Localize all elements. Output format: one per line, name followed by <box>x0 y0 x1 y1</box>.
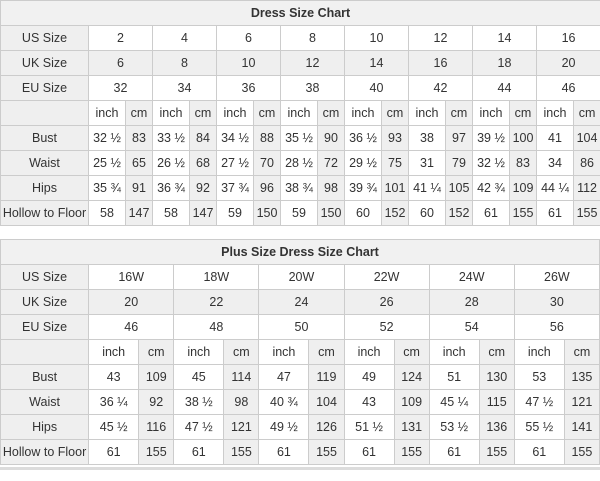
table-title: Dress Size Chart <box>1 1 600 26</box>
measurement-cm-value: 155 <box>139 440 174 465</box>
measurement-cm-value: 88 <box>254 126 281 151</box>
measurement-inch-value: 42 ¾ <box>473 176 510 201</box>
size-row <box>1 51 600 76</box>
measurement-row <box>1 390 600 415</box>
size-value: 22W <box>344 265 429 290</box>
unit-label-inch: inch <box>473 101 510 126</box>
measurement-inch-value: 61 <box>429 440 479 465</box>
size-value: 12 <box>281 51 345 76</box>
table-title-row <box>1 240 600 265</box>
unit-label-cm: cm <box>564 340 599 365</box>
measurement-cm-value: 79 <box>446 151 473 176</box>
measurement-inch-value: 59 <box>281 201 318 226</box>
measurement-cm-value: 75 <box>382 151 409 176</box>
measurement-inch-value: 36 ½ <box>345 126 382 151</box>
measurement-inch-value: 31 <box>409 151 446 176</box>
measurement-inch-value: 39 ¾ <box>345 176 382 201</box>
measurement-inch-value: 51 <box>429 365 479 390</box>
measurement-cm-value: 104 <box>309 390 344 415</box>
measurement-inch-value: 27 ½ <box>217 151 254 176</box>
size-value: 4 <box>153 26 217 51</box>
measurement-cm-value: 93 <box>382 126 409 151</box>
measurement-inch-value: 61 <box>514 440 564 465</box>
measurement-cm-value: 84 <box>190 126 217 151</box>
measurement-inch-value: 39 ½ <box>473 126 510 151</box>
size-value: 14 <box>345 51 409 76</box>
measurement-cm-value: 92 <box>139 390 174 415</box>
size-value: 46 <box>537 76 600 101</box>
measurement-cm-value: 115 <box>479 390 514 415</box>
measurement-inch-value: 35 ¾ <box>89 176 126 201</box>
plus-size-dress-size-chart-table <box>0 239 600 465</box>
size-value: 14 <box>473 26 537 51</box>
size-value: 38 <box>281 76 345 101</box>
measurement-cm-value: 98 <box>318 176 345 201</box>
measurement-inch-value: 51 ½ <box>344 415 394 440</box>
row-label: Hollow to Floor <box>1 201 89 226</box>
measurement-cm-value: 90 <box>318 126 345 151</box>
measurement-row <box>1 126 600 151</box>
row-label: US Size <box>1 265 89 290</box>
size-value: 50 <box>259 315 344 340</box>
size-value: 40 <box>345 76 409 101</box>
measurement-inch-value: 53 <box>514 365 564 390</box>
size-value: 28 <box>429 290 514 315</box>
size-value: 26W <box>514 265 599 290</box>
unit-label-inch: inch <box>409 101 446 126</box>
measurement-inch-value: 37 ¾ <box>217 176 254 201</box>
row-label: Waist <box>1 390 89 415</box>
measurement-inch-value: 28 ½ <box>281 151 318 176</box>
unit-label-cm: cm <box>382 101 409 126</box>
measurement-cm-value: 136 <box>479 415 514 440</box>
measurement-cm-value: 100 <box>510 126 537 151</box>
size-row <box>1 265 600 290</box>
unit-label-cm: cm <box>126 101 153 126</box>
size-value: 36 <box>217 76 281 101</box>
row-label: UK Size <box>1 51 89 76</box>
measurement-inch-value: 59 <box>217 201 254 226</box>
measurement-inch-value: 61 <box>537 201 574 226</box>
size-value: 18 <box>473 51 537 76</box>
measurement-inch-value: 47 <box>259 365 309 390</box>
unit-header-row <box>1 101 600 126</box>
measurement-cm-value: 97 <box>446 126 473 151</box>
size-value: 10 <box>345 26 409 51</box>
size-value: 56 <box>514 315 599 340</box>
table-title: Plus Size Dress Size Chart <box>1 240 600 265</box>
measurement-inch-value: 53 ½ <box>429 415 479 440</box>
unit-label-inch: inch <box>429 340 479 365</box>
measurement-inch-value: 45 <box>174 365 224 390</box>
measurement-cm-value: 72 <box>318 151 345 176</box>
size-value: 32 <box>89 76 153 101</box>
size-row <box>1 76 600 101</box>
measurement-inch-value: 32 ½ <box>473 151 510 176</box>
measurement-inch-value: 38 ¾ <box>281 176 318 201</box>
measurement-cm-value: 155 <box>309 440 344 465</box>
size-value: 48 <box>174 315 259 340</box>
measurement-inch-value: 36 ¼ <box>89 390 139 415</box>
unit-label-inch: inch <box>217 101 254 126</box>
unit-label-cm: cm <box>574 101 600 126</box>
row-label: UK Size <box>1 290 89 315</box>
measurement-cm-value: 112 <box>574 176 600 201</box>
measurement-cm-value: 116 <box>139 415 174 440</box>
measurement-inch-value: 60 <box>409 201 446 226</box>
measurement-cm-value: 152 <box>382 201 409 226</box>
unit-label-cm: cm <box>510 101 537 126</box>
measurement-row <box>1 440 600 465</box>
measurement-inch-value: 49 ½ <box>259 415 309 440</box>
measurement-row <box>1 365 600 390</box>
unit-label-cm: cm <box>190 101 217 126</box>
measurement-cm-value: 126 <box>309 415 344 440</box>
size-value: 16 <box>409 51 473 76</box>
size-row <box>1 26 600 51</box>
measurement-cm-value: 109 <box>394 390 429 415</box>
size-value: 12 <box>409 26 473 51</box>
measurement-cm-value: 83 <box>510 151 537 176</box>
measurement-inch-value: 45 ¼ <box>429 390 479 415</box>
measurement-inch-value: 36 ¾ <box>153 176 190 201</box>
size-value: 42 <box>409 76 473 101</box>
size-value: 6 <box>89 51 153 76</box>
measurement-cm-value: 121 <box>224 415 259 440</box>
unit-label-inch: inch <box>345 101 382 126</box>
measurement-inch-value: 29 ½ <box>345 151 382 176</box>
size-value: 52 <box>344 315 429 340</box>
measurement-cm-value: 124 <box>394 365 429 390</box>
measurement-cm-value: 70 <box>254 151 281 176</box>
size-value: 34 <box>153 76 217 101</box>
size-value: 10 <box>217 51 281 76</box>
unit-label-inch: inch <box>174 340 224 365</box>
measurement-inch-value: 41 <box>537 126 574 151</box>
unit-label-cm: cm <box>254 101 281 126</box>
unit-label-cm: cm <box>139 340 174 365</box>
measurement-cm-value: 135 <box>564 365 599 390</box>
measurement-row <box>1 176 600 201</box>
measurement-inch-value: 35 ½ <box>281 126 318 151</box>
unit-label-cm: cm <box>394 340 429 365</box>
size-value: 24W <box>429 265 514 290</box>
measurement-cm-value: 155 <box>564 440 599 465</box>
row-label: Bust <box>1 126 89 151</box>
measurement-cm-value: 121 <box>564 390 599 415</box>
measurement-inch-value: 25 ½ <box>89 151 126 176</box>
size-value: 20 <box>89 290 174 315</box>
measurement-cm-value: 83 <box>126 126 153 151</box>
size-value: 22 <box>174 290 259 315</box>
measurement-cm-value: 131 <box>394 415 429 440</box>
measurement-cm-value: 109 <box>139 365 174 390</box>
dress-size-chart-table <box>0 0 600 226</box>
measurement-cm-value: 155 <box>224 440 259 465</box>
size-value: 2 <box>89 26 153 51</box>
size-value: 20 <box>537 51 600 76</box>
measurement-row <box>1 151 600 176</box>
measurement-inch-value: 61 <box>89 440 139 465</box>
measurement-inch-value: 34 <box>537 151 574 176</box>
measurement-cm-value: 101 <box>382 176 409 201</box>
size-value: 44 <box>473 76 537 101</box>
measurement-inch-value: 43 <box>89 365 139 390</box>
measurement-inch-value: 38 ½ <box>174 390 224 415</box>
measurement-cm-value: 105 <box>446 176 473 201</box>
row-label: US Size <box>1 26 89 51</box>
measurement-cm-value: 141 <box>564 415 599 440</box>
measurement-inch-value: 55 ½ <box>514 415 564 440</box>
measurement-inch-value: 45 ½ <box>89 415 139 440</box>
measurement-inch-value: 47 ½ <box>514 390 564 415</box>
measurement-inch-value: 60 <box>345 201 382 226</box>
measurement-inch-value: 44 ¼ <box>537 176 574 201</box>
unit-label-inch: inch <box>537 101 574 126</box>
measurement-cm-value: 104 <box>574 126 600 151</box>
row-label: Hips <box>1 176 89 201</box>
size-value: 30 <box>514 290 599 315</box>
unit-label-cm: cm <box>479 340 514 365</box>
unit-label-cm: cm <box>446 101 473 126</box>
measurement-cm-value: 130 <box>479 365 514 390</box>
row-label: Hips <box>1 415 89 440</box>
measurement-cm-value: 150 <box>254 201 281 226</box>
measurement-cm-value: 119 <box>309 365 344 390</box>
size-row <box>1 315 600 340</box>
unit-label-inch: inch <box>89 340 139 365</box>
measurement-row <box>1 201 600 226</box>
measurement-inch-value: 34 ½ <box>217 126 254 151</box>
unit-label-inch: inch <box>281 101 318 126</box>
size-value: 46 <box>89 315 174 340</box>
size-value: 20W <box>259 265 344 290</box>
measurement-inch-value: 32 ½ <box>89 126 126 151</box>
measurement-inch-value: 47 ½ <box>174 415 224 440</box>
measurement-cm-value: 147 <box>190 201 217 226</box>
measurement-cm-value: 155 <box>394 440 429 465</box>
unit-label-cm: cm <box>309 340 344 365</box>
measurement-cm-value: 109 <box>510 176 537 201</box>
size-row <box>1 290 600 315</box>
measurement-inch-value: 43 <box>344 390 394 415</box>
measurement-cm-value: 65 <box>126 151 153 176</box>
measurement-inch-value: 61 <box>174 440 224 465</box>
empty-corner-cell <box>1 340 89 365</box>
size-value: 6 <box>217 26 281 51</box>
row-label: Bust <box>1 365 89 390</box>
measurement-inch-value: 61 <box>473 201 510 226</box>
measurement-cm-value: 96 <box>254 176 281 201</box>
measurement-inch-value: 40 ¾ <box>259 390 309 415</box>
table-title-row <box>1 1 600 26</box>
size-value: 54 <box>429 315 514 340</box>
row-label: EU Size <box>1 315 89 340</box>
measurement-inch-value: 26 ½ <box>153 151 190 176</box>
measurement-inch-value: 33 ½ <box>153 126 190 151</box>
measurement-cm-value: 152 <box>446 201 473 226</box>
measurement-cm-value: 92 <box>190 176 217 201</box>
measurement-cm-value: 98 <box>224 390 259 415</box>
measurement-cm-value: 91 <box>126 176 153 201</box>
measurement-inch-value: 38 <box>409 126 446 151</box>
measurement-row <box>1 415 600 440</box>
measurement-cm-value: 155 <box>574 201 600 226</box>
unit-label-inch: inch <box>514 340 564 365</box>
unit-label-cm: cm <box>318 101 345 126</box>
measurement-cm-value: 86 <box>574 151 600 176</box>
measurement-cm-value: 155 <box>479 440 514 465</box>
measurement-inch-value: 58 <box>153 201 190 226</box>
measurement-inch-value: 61 <box>259 440 309 465</box>
measurement-inch-value: 49 <box>344 365 394 390</box>
measurement-cm-value: 147 <box>126 201 153 226</box>
measurement-cm-value: 68 <box>190 151 217 176</box>
size-value: 18W <box>174 265 259 290</box>
row-label: EU Size <box>1 76 89 101</box>
row-label: Waist <box>1 151 89 176</box>
unit-label-inch: inch <box>259 340 309 365</box>
measurement-inch-value: 61 <box>344 440 394 465</box>
size-value: 8 <box>153 51 217 76</box>
row-label: Hollow to Floor <box>1 440 89 465</box>
measurement-cm-value: 114 <box>224 365 259 390</box>
measurement-cm-value: 150 <box>318 201 345 226</box>
empty-corner-cell <box>1 101 89 126</box>
unit-label-inch: inch <box>344 340 394 365</box>
size-value: 16 <box>537 26 600 51</box>
unit-header-row <box>1 340 600 365</box>
unit-label-cm: cm <box>224 340 259 365</box>
size-value: 16W <box>89 265 174 290</box>
measurement-inch-value: 41 ¼ <box>409 176 446 201</box>
size-value: 8 <box>281 26 345 51</box>
size-value: 26 <box>344 290 429 315</box>
unit-label-inch: inch <box>153 101 190 126</box>
measurement-cm-value: 155 <box>510 201 537 226</box>
unit-label-inch: inch <box>89 101 126 126</box>
size-value: 24 <box>259 290 344 315</box>
page-bottom-edge <box>0 467 600 470</box>
measurement-inch-value: 58 <box>89 201 126 226</box>
